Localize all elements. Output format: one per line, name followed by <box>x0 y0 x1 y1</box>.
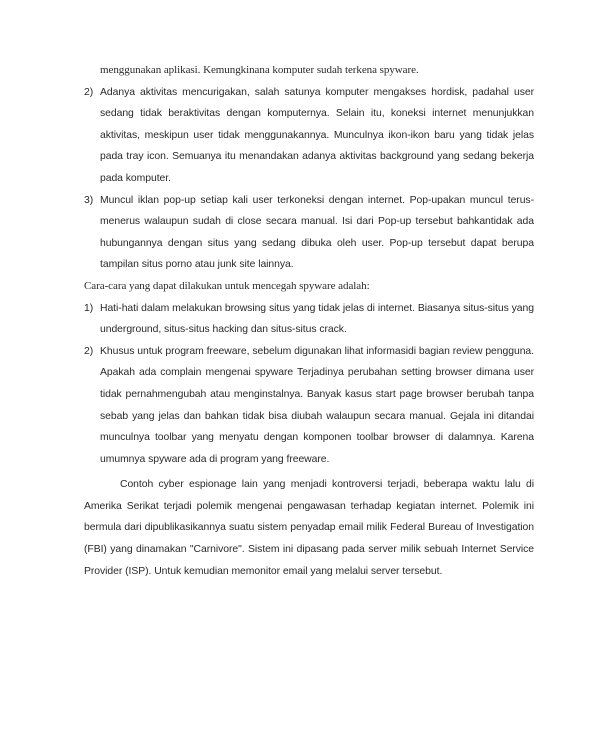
list-item-text: Hati-hati dalam melakukan browsing situs yang tidak jelas di internet. Biasanya situs-situs yang underground, situs-situs hacking dan situs-situs crack. <box>100 302 534 336</box>
list-item-text: Adanya aktivitas mencurigakan, salah satunya komputer mengakses hordisk, padahal user sedang tidak beraktivitas dengan komputernya. Selain itu, koneksi internet menunjukkan aktivitas, meskipun user tidak menggunakannya. Munculnya ikon-ikon baru yang tidak jelas pada tray icon. Semuanya itu menandakan adanya aktivitas background yang sedang bekerja pada komputer. <box>100 86 534 184</box>
closing-paragraph: Contoh cyber espionage lain yang menjadi kontroversi terjadi, beberapa waktu lalu di Amerika Serikat terjadi polemik mengenai pengawasan terhadap kegiatan internet. Polemik ini bermula dari dipublikasikannya suatu sistem penyadap email milik Federal Bureau of Investigation (FBI) yang dinamakan "Carnivore". Sistem ini dipasang pada server milik sebuah Internet Service Provider (ISP). Untuk kemudian memonitor email yang melalui server tersebut. <box>84 479 534 577</box>
list-number: 2) <box>84 86 94 98</box>
list-number: 2) <box>84 345 94 357</box>
list-item-text: Muncul iklan pop-up setiap kali user terkoneksi dengan internet. Pop-upakan muncul terus-menerus walaupun sudah di close secara manual. Isi dari Pop-up tersebut bahkantidak ada hubungannya dengan situs yang sedang dibuka oleh user. Pop-up tersebut dapat berupa tampilan situs porno atau junk site lainnya. <box>100 194 534 271</box>
list-item <box>84 82 534 190</box>
list-item <box>84 341 534 471</box>
document-body <box>84 60 534 582</box>
list-item <box>84 190 534 276</box>
list-item-text: Khusus untuk program freeware, sebelum digunakan lihat informasidi bagian review pengguna. Apakah ada complain mengenai spyware Terjadinya perubahan setting browser dimana user tidak pernahmengubah atau menginstalnya. Banyak kasus start page browser berubah tanpa sebab yang jelas dan bahkan tidak bisa diubah walaupun secara manual. Gejala ini ditandai munculnya toolbar yang menyatu dengan komponen toolbar browser di dalamnya. Karena umumnya spyware ada di program yang freeware. <box>100 345 534 465</box>
list-number: 3) <box>84 194 94 206</box>
prevention-heading: Cara-cara yang dapat dilakukan untuk mencegah spyware adalah: <box>84 279 370 292</box>
intro-line: menggunakan aplikasi. Kemungkinana komputer sudah terkena spyware. <box>100 64 419 76</box>
list-number: 1) <box>84 302 94 314</box>
list-item <box>84 298 534 341</box>
